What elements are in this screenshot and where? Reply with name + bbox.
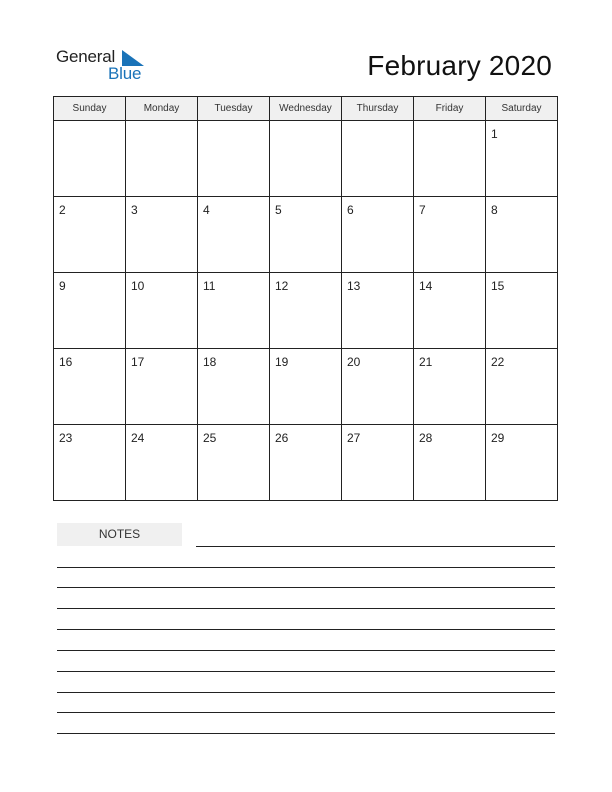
- day-cell: [54, 121, 126, 197]
- day-cell: [486, 425, 558, 501]
- day-cell: [270, 425, 342, 501]
- day-number: 23: [59, 431, 73, 445]
- logo-text-blue: Blue: [108, 64, 142, 83]
- day-cell: [486, 273, 558, 349]
- day-number: 22: [491, 355, 505, 369]
- day-number: 19: [275, 355, 289, 369]
- day-number: 1: [491, 127, 498, 141]
- day-number: 10: [131, 279, 145, 293]
- day-number: 21: [419, 355, 433, 369]
- logo: [56, 47, 156, 83]
- day-cell: [54, 273, 126, 349]
- weekday-monday: Monday: [126, 97, 198, 121]
- weekday-friday: Friday: [414, 97, 486, 121]
- day-cell: [54, 425, 126, 501]
- notes-line: [57, 671, 555, 672]
- day-number: 18: [203, 355, 217, 369]
- day-cell: [270, 197, 342, 273]
- weekday-saturday: Saturday: [486, 97, 558, 121]
- day-cell: [126, 425, 198, 501]
- day-cell: [486, 349, 558, 425]
- day-cell: [198, 121, 270, 197]
- day-number: 7: [419, 203, 426, 217]
- day-cell: [126, 349, 198, 425]
- notes-label: NOTES: [57, 523, 182, 546]
- week-row: [54, 273, 558, 349]
- week-row: [54, 197, 558, 273]
- day-number: 4: [203, 203, 210, 217]
- day-number: 2: [59, 203, 66, 217]
- day-cell: [126, 273, 198, 349]
- day-cell: [342, 121, 414, 197]
- day-cell: [414, 197, 486, 273]
- day-cell: [486, 121, 558, 197]
- day-cell: [414, 273, 486, 349]
- day-number: 17: [131, 355, 145, 369]
- day-cell: [198, 197, 270, 273]
- notes-line: [196, 546, 555, 547]
- notes-line: [57, 587, 555, 588]
- day-number: 15: [491, 279, 505, 293]
- calendar-grid: [53, 96, 558, 501]
- notes-line: [57, 733, 555, 734]
- day-number: 8: [491, 203, 498, 217]
- day-number: 29: [491, 431, 505, 445]
- day-cell: [126, 197, 198, 273]
- day-number: 20: [347, 355, 361, 369]
- weekday-tuesday: Tuesday: [198, 97, 270, 121]
- month-title: February 2020: [367, 50, 552, 81]
- day-number: 24: [131, 431, 145, 445]
- logo-text-general: General: [56, 47, 116, 66]
- day-cell: [270, 349, 342, 425]
- day-number: 13: [347, 279, 361, 293]
- day-cell: [198, 273, 270, 349]
- day-cell: [270, 273, 342, 349]
- notes-line: [57, 692, 555, 693]
- day-number: 12: [275, 279, 289, 293]
- day-number: 26: [275, 431, 289, 445]
- day-number: 11: [203, 279, 216, 293]
- day-number: 3: [131, 203, 138, 217]
- day-cell: [342, 197, 414, 273]
- notes-line: [57, 650, 555, 651]
- day-cell: [414, 349, 486, 425]
- day-cell: [126, 121, 198, 197]
- day-number: 9: [59, 279, 66, 293]
- day-cell: [198, 425, 270, 501]
- day-cell: [414, 425, 486, 501]
- notes-line: [57, 712, 555, 713]
- day-number: 27: [347, 431, 361, 445]
- day-number: 25: [203, 431, 217, 445]
- weekday-thursday: Thursday: [342, 97, 414, 121]
- day-cell: [54, 349, 126, 425]
- week-row: [54, 121, 558, 197]
- day-number: 28: [419, 431, 433, 445]
- day-cell: [342, 273, 414, 349]
- week-row: [54, 425, 558, 501]
- day-cell: [198, 349, 270, 425]
- day-number: 14: [419, 279, 433, 293]
- notes-line: [57, 567, 555, 568]
- day-number: 5: [275, 203, 282, 217]
- day-cell: [270, 121, 342, 197]
- day-cell: [486, 197, 558, 273]
- notes-line: [57, 629, 555, 630]
- notes-line: [57, 608, 555, 609]
- weekday-wednesday: Wednesday: [270, 97, 342, 121]
- week-row: [54, 349, 558, 425]
- day-cell: [342, 425, 414, 501]
- day-cell: [342, 349, 414, 425]
- day-cell: [54, 197, 126, 273]
- day-cell: [414, 121, 486, 197]
- weekday-header-row: [54, 97, 558, 121]
- day-number: 6: [347, 203, 354, 217]
- weekday-sunday: Sunday: [54, 97, 126, 121]
- day-number: 16: [59, 355, 73, 369]
